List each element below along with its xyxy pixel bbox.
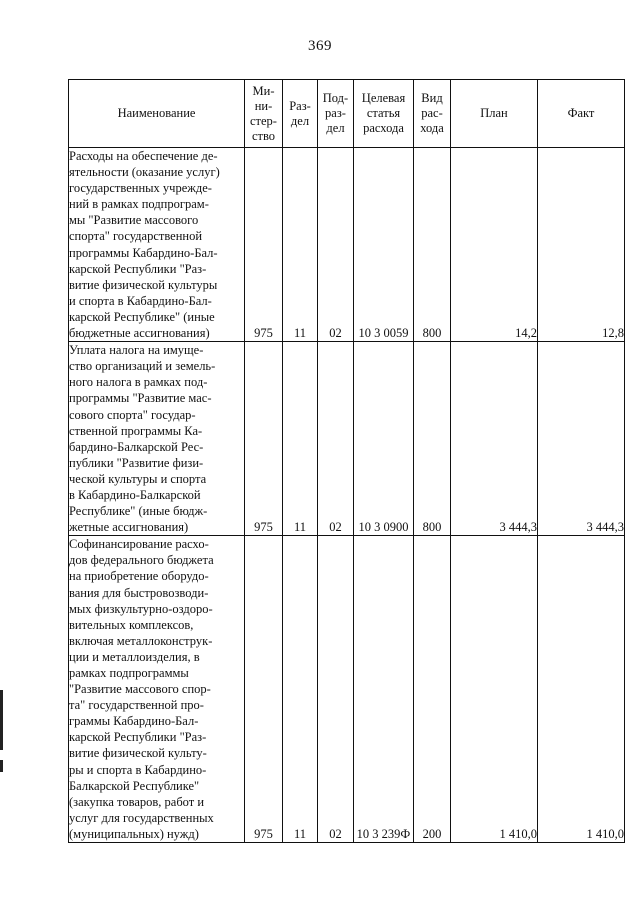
row-type: 800 (414, 342, 451, 536)
col-subsection-header: Под- раз- дел (318, 80, 354, 148)
row-target: 10 3 239Ф (354, 536, 414, 843)
row-subsection: 02 (318, 342, 354, 536)
table-row (69, 536, 625, 843)
row-section: 11 (283, 536, 318, 843)
col-fact-header: Факт (538, 80, 625, 148)
scan-edge-mark (0, 690, 3, 750)
header-row (69, 80, 625, 148)
row-ministry: 975 (245, 148, 283, 342)
table-row (69, 342, 625, 536)
row-ministry: 975 (245, 342, 283, 536)
row-plan: 1 410,0 (451, 536, 538, 843)
row-ministry: 975 (245, 536, 283, 843)
row-name: Расходы на обеспечение де- ятельности (оказание услуг) государственных учрежде- ний в рамках подпрограм- мы "Развитие массового спорта" государственной программы Кабардино-Бал- карской Республики "Раз- витие физической культуры и спорта в Кабардино-Бал- карской Республике" (иные бюджетные ассигнования) (69, 148, 245, 342)
scan-edge-mark (0, 760, 3, 772)
row-subsection: 02 (318, 148, 354, 342)
row-plan: 14,2 (451, 148, 538, 342)
row-name: Софинансирование расхо- дов федерального бюджета на приобретение оборудо- вания для быстровозводи- мых физкультурно-оздоро- вительных комплексов, включая металлоконструк- ции и металлоизделия, в рамках подпрограммы "Развитие массового спор- та" государственной про- граммы Кабардино-Бал- карской Республики "Раз- витие физической культу- ры и спорта в Кабардино- Балкарской Республике" (закупка товаров, работ и услуг для государственных (муниципальных) нужд) (69, 536, 245, 843)
row-fact: 1 410,0 (538, 536, 625, 843)
table-row (69, 148, 625, 342)
row-target: 10 3 0900 (354, 342, 414, 536)
col-plan-header: План (451, 80, 538, 148)
row-fact: 12,8 (538, 148, 625, 342)
row-type: 800 (414, 148, 451, 342)
row-target: 10 3 0059 (354, 148, 414, 342)
budget-table (68, 79, 625, 843)
row-fact: 3 444,3 (538, 342, 625, 536)
col-target-header: Целевая статья расхода (354, 80, 414, 148)
col-ministry-header: Ми- ни- стер- ство (245, 80, 283, 148)
row-subsection: 02 (318, 536, 354, 843)
row-plan: 3 444,3 (451, 342, 538, 536)
col-name-header: Наименование (69, 80, 245, 148)
row-section: 11 (283, 148, 318, 342)
col-section-header: Раз- дел (283, 80, 318, 148)
page-number: 369 (308, 38, 332, 54)
col-type-header: Вид рас- хода (414, 80, 451, 148)
row-name: Уплата налога на имуще- ство организаций и земель- ного налога в рамках под- программы "Развитие мас- сового спорта" государ- ственной программы Ка- бардино-Балкарской Рес- публики "Развитие физи- ческой культуры и спорта в Кабардино-Балкарской Республике" (иные бюдж- жетные ассигнования) (69, 342, 245, 536)
row-section: 11 (283, 342, 318, 536)
row-type: 200 (414, 536, 451, 843)
